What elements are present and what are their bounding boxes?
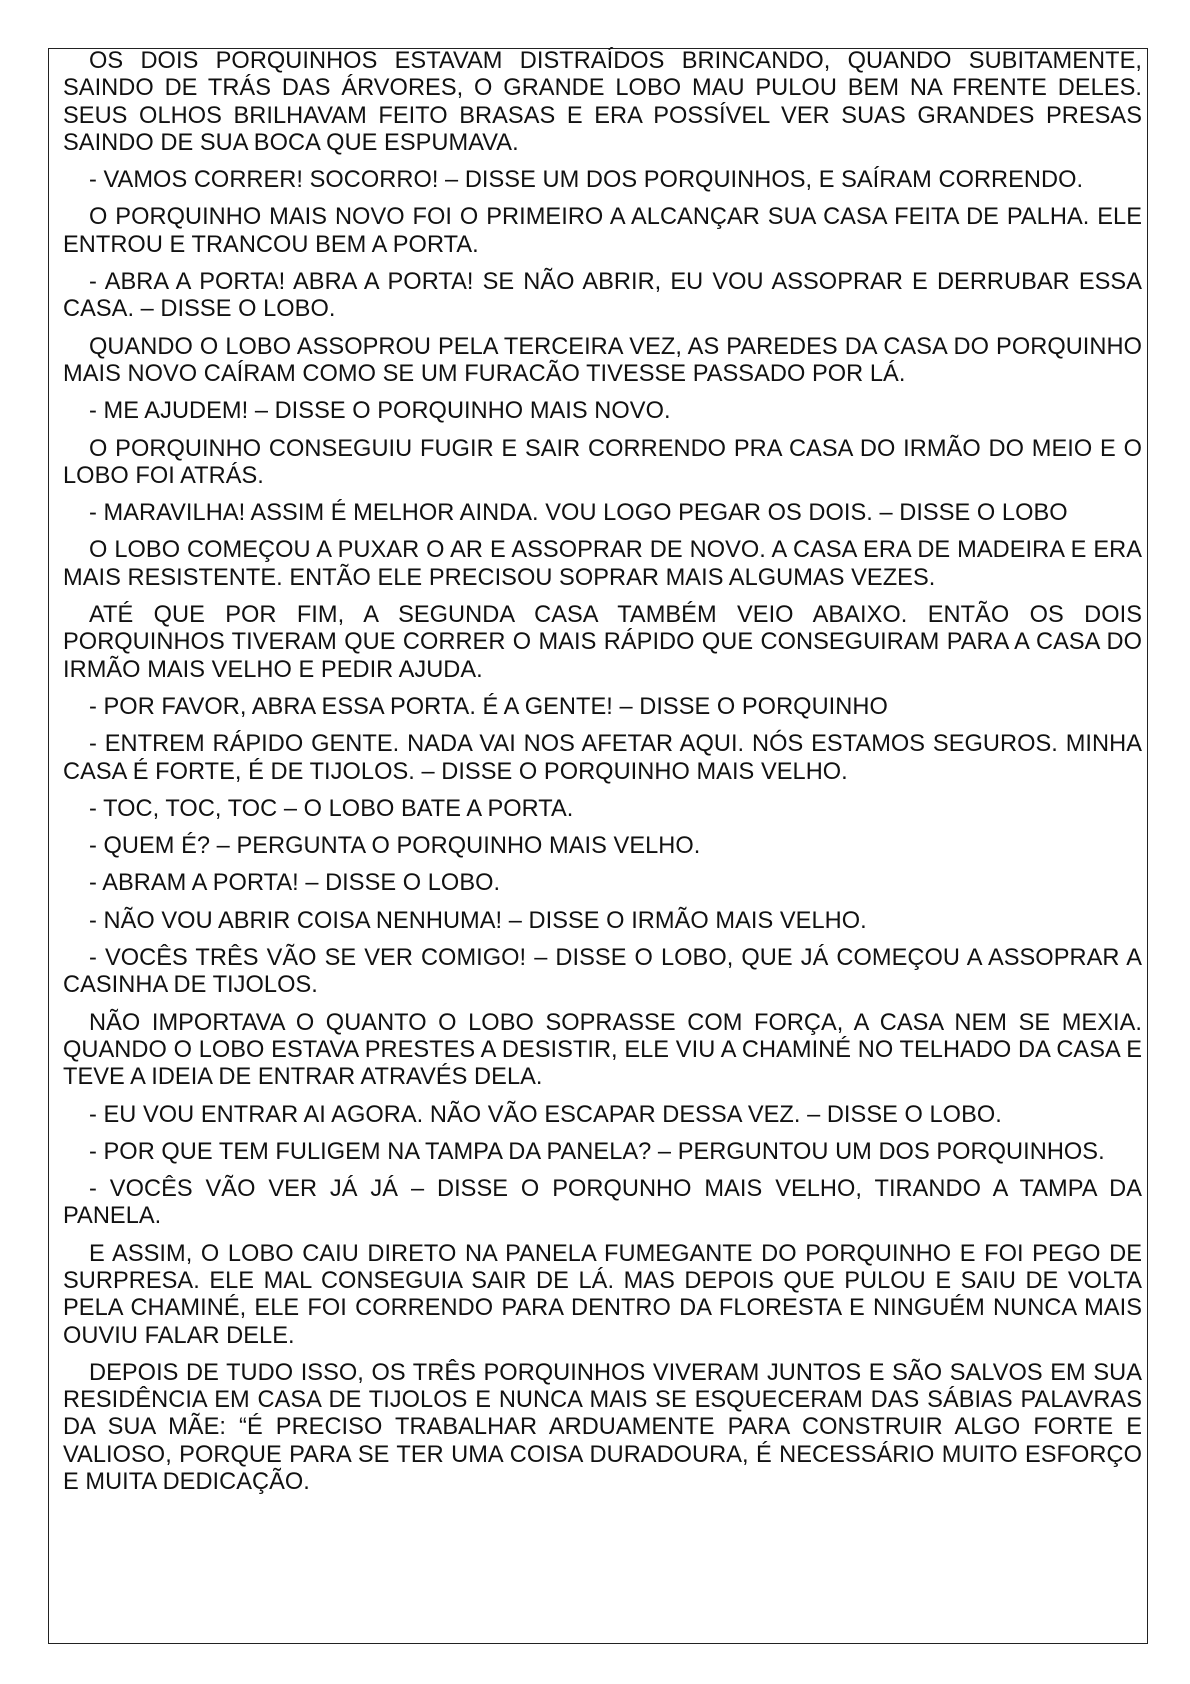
paragraph-13: - TOC, TOC, TOC – O LOBO BATE A PORTA. xyxy=(89,795,574,822)
story-text xyxy=(63,48,1142,1496)
paragraph-4: - ABRA A PORTA! ABRA A PORTA! SE NÃO ABRIR, EU VOU ASSOPRAR E DERRUBAR ESSA CASA. – DISSE O LOBO. xyxy=(63,269,1142,323)
paragraph-22: E ASSIM, O LOBO CAIU DIRETO NA PANELA FUMEGANTE DO PORQUINHO E FOI PEGO DE SURPRESA. ELE MAL CONSEGUIA SAIR DE LÁ. MAS DEPOIS QUE PULOU E SAIU DE VOLTA PELA CHAMINÉ, ELE FOI CORRENDO PARA DENTRO DA FLORESTA E NINGUÉM NUNCA MAIS OUVIU FALAR DELE. xyxy=(63,1240,1142,1349)
paragraph-5: QUANDO O LOBO ASSOPROU PELA TERCEIRA VEZ, AS PAREDES DA CASA DO PORQUINHO MAIS NOVO CAÍRAM COMO SE UM FURACÃO TIVESSE PASSADO POR LÁ. xyxy=(63,333,1142,387)
paragraph-1: OS DOIS PORQUINHOS ESTAVAM DISTRAÍDOS BRINCANDO, QUANDO SUBITAMENTE, SAINDO DE TRÁS DAS ÁRVORES, O GRANDE LOBO MAU PULOU BEM NA FRENTE DELES. SEUS OLHOS BRILHAVAM FEITO BRASAS E ERA POSSÍVEL VER SUAS GRANDES PRESAS SAINDO DE SUA BOCA QUE ESPUMAVA. xyxy=(63,48,1142,156)
paragraph-14: - QUEM É? – PERGUNTA O PORQUINHO MAIS VELHO. xyxy=(89,833,701,860)
paragraph-20: - POR QUE TEM FULIGEM NA TAMPA DA PANELA? – PERGUNTOU UM DOS PORQUINHOS. xyxy=(89,1138,1105,1165)
paragraph-23: DEPOIS DE TUDO ISSO, OS TRÊS PORQUINHOS VIVERAM JUNTOS E SÃO SALVOS EM SUA RESIDÊNCIA EM CASA DE TIJOLOS E NUNCA MAIS SE ESQUECERAM DAS SÁBIAS PALAVRAS DA SUA MÃE: “É PRECISO TRABALHAR ARDUAMENTE PARA CONSTRUIR ALGO FORTE E VALIOSO, PORQUE PARA SE TER UMA COISA DURADOURA, É NECESSÁRIO MUITO ESFORÇO E MUITA DEDICAÇÃO. xyxy=(63,1359,1142,1496)
paragraph-18: NÃO IMPORTAVA O QUANTO O LOBO SOPRASSE COM FORÇA, A CASA NEM SE MEXIA. QUANDO O LOBO ESTAVA PRESTES A DESISTIR, ELE VIU A CHAMINÉ NO TELHADO DA CASA E TEVE A IDEIA DE ENTRAR ATRAVÉS DELA. xyxy=(63,1009,1142,1091)
paragraph-12: - ENTREM RÁPIDO GENTE. NADA VAI NOS AFETAR AQUI. NÓS ESTAMOS SEGUROS. MINHA CASA É FORTE, É DE TIJOLOS. – DISSE O PORQUINHO MAIS VELHO. xyxy=(63,731,1142,785)
paragraph-7: O PORQUINHO CONSEGUIU FUGIR E SAIR CORRENDO PRA CASA DO IRMÃO DO MEIO E O LOBO FOI ATRÁS. xyxy=(63,435,1142,489)
paragraph-10: ATÉ QUE POR FIM, A SEGUNDA CASA TAMBÉM VEIO ABAIXO. ENTÃO OS DOIS PORQUINHOS TIVERAM QUE CORRER O MAIS RÁPIDO QUE CONSEGUIRAM PARA A CASA DO IRMÃO MAIS VELHO E PEDIR AJUDA. xyxy=(63,602,1142,683)
paragraph-17: - VOCÊS TRÊS VÃO SE VER COMIGO! – DISSE O LOBO, QUE JÁ COMEÇOU A ASSOPRAR A CASINHA DE TIJOLOS. xyxy=(63,945,1142,999)
paragraph-2: - VAMOS CORRER! SOCORRO! – DISSE UM DOS PORQUINHOS, E SAÍRAM CORRENDO. xyxy=(89,167,1084,194)
page-border xyxy=(48,48,1148,1644)
paragraph-3: O PORQUINHO MAIS NOVO FOI O PRIMEIRO A ALCANÇAR SUA CASA FEITA DE PALHA. ELE ENTROU E TRANCOU BEM A PORTA. xyxy=(63,204,1142,258)
paragraph-19: - EU VOU ENTRAR AI AGORA. NÃO VÃO ESCAPAR DESSA VEZ. – DISSE O LOBO. xyxy=(89,1101,1002,1128)
paragraph-6: - ME AJUDEM! – DISSE O PORQUINHO MAIS NOVO. xyxy=(89,398,671,425)
paragraph-9: O LOBO COMEÇOU A PUXAR O AR E ASSOPRAR DE NOVO. A CASA ERA DE MADEIRA E ERA MAIS RESISTENTE. ENTÃO ELE PRECISOU SOPRAR MAIS ALGUMAS VEZES. xyxy=(63,537,1142,591)
paragraph-15: - ABRAM A PORTA! – DISSE O LOBO. xyxy=(89,870,501,897)
paragraph-11: - POR FAVOR, ABRA ESSA PORTA. É A GENTE! – DISSE O PORQUINHO xyxy=(89,693,888,720)
paragraph-21: - VOCÊS VÃO VER JÁ JÁ – DISSE O PORQUNHO MAIS VELHO, TIRANDO A TAMPA DA PANELA. xyxy=(63,1176,1142,1230)
paragraph-8: - MARAVILHA! ASSIM É MELHOR AINDA. VOU LOGO PEGAR OS DOIS. – DISSE O LOBO xyxy=(89,500,1068,527)
paragraph-16: - NÃO VOU ABRIR COISA NENHUMA! – DISSE O IRMÃO MAIS VELHO. xyxy=(89,907,867,934)
